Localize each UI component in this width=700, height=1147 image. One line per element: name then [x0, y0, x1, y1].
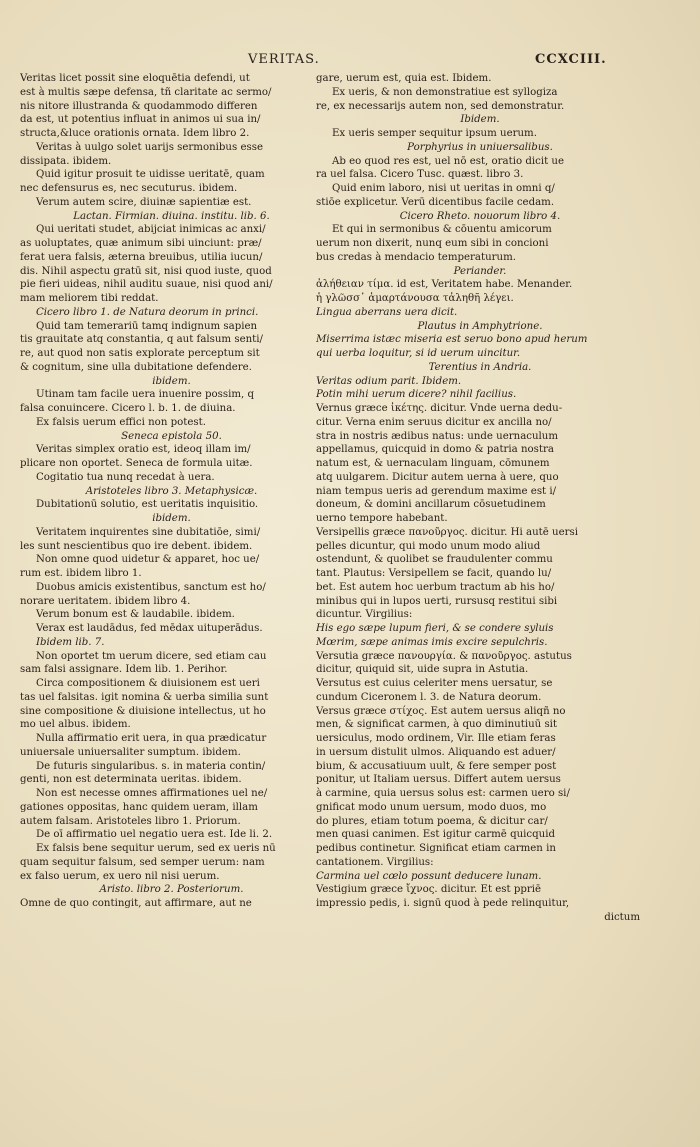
text-line: Verum autem scire, diuinæ sapientiæ est.: [36, 196, 252, 208]
text-line: ostendunt, & quolibet se fraudulenter commu: [316, 554, 553, 566]
text-line: Et qui in sermonibus & cōuentu amicorum: [332, 224, 552, 236]
text-line: stra in nostris ædibus natus: unde uernaculum: [316, 430, 559, 442]
text-line: Veritas licet possit sine eloquētia defendi, ut: [20, 73, 250, 84]
text-line: sam falsi assignare. Idem lib. 1. Perihor.: [20, 664, 228, 676]
text-line: nec defensurus es, nec secuturus. ibidem.: [20, 183, 238, 194]
text-line: Veritas à uulgo solet uarijs sermonibus esse: [36, 141, 263, 153]
text-line: do plures, etiam totum poema, & dicitur car/: [316, 815, 548, 827]
text-line: Non omne quod uidetur & apparet, hoc ue/: [36, 554, 260, 566]
text-line: Vestigium græce ἴχνος. dicitur. Et est ppriē: [316, 884, 542, 896]
text-line: Nulla affirmatio erit uera, in qua prædicatur: [36, 733, 267, 744]
text-line: re, aut quod non satis explorate perceptum sit: [20, 348, 260, 359]
text-line: Non oportet tm uerum dicere, sed etiam cau: [36, 650, 267, 662]
text-line: appellamus, quicquid in domo & patria nostra: [316, 444, 554, 456]
text-line: structa,&luce orationis ornata. Idem libro 2.: [20, 128, 250, 139]
text-line: gnificat modo unum uersum, modo duos, mo: [316, 801, 547, 813]
text-line: mam meliorem tibi reddat.: [20, 293, 159, 304]
text-line: pelles dicuntur, qui modo unum modo aliud: [316, 540, 541, 552]
text-line: Ex ueris semper sequitur ipsum uerum.: [332, 128, 537, 139]
text-line: stiōe explicetur. Verū dicentibus facile cedam.: [316, 196, 555, 208]
text-line: ex falso uerum, ex uero nil nisi uerum.: [20, 870, 220, 882]
text-line: dicuntur. Virgilius:: [316, 609, 413, 621]
text-line: atq uulgarem. Dicitur autem uerna à uere, quo: [316, 471, 559, 483]
text-line: dis. Nihil aspectu gratū sit, nisi quod iuste, quod: [20, 265, 272, 277]
text-line: Cogitatio tua nunq recedat à uera.: [36, 471, 215, 483]
text-line: quam sequitur falsum, sed semper uerum: nam: [20, 856, 265, 868]
text-line: les sunt nescientibus quo ire debent. ibidem.: [20, 540, 253, 552]
text-line: Cicero libro 1. de Natura deorum in princi.: [36, 306, 259, 318]
text-line: Cicero Rheto. nouorum libro 4.: [399, 210, 561, 222]
text-line: uersiculus, modo ordinem, Vir. Ille etiam feras: [316, 733, 556, 744]
text-line: Plautus in Amphytrione.: [417, 320, 543, 332]
text-line: Versutia græce πανουργία. & πανοῦργος. astutus: [316, 650, 572, 662]
text-line: ibidem.: [152, 375, 191, 387]
text-line: ἡ γλῶσσ᾽ ἁμαρτάνουσα τἀληθῆ λέγει.: [316, 293, 514, 304]
text-line: Seneca epistola 50.: [121, 430, 222, 442]
text-line: ibidem.: [152, 513, 191, 524]
text-line: bium, & accusatiuum uult, & fere semper post: [316, 760, 557, 772]
text-line: men, & significat carmen, à quo diminutiuū sit: [316, 719, 558, 731]
text-line: Potin mihi uerum dicere? nihil facilius.: [316, 389, 517, 401]
text-line: gationes oppositas, hanc quidem ueram, illam: [20, 801, 258, 813]
running-title: VERITAS.: [248, 52, 320, 67]
text-line: as uoluptates, quæ animum sibi uinciunt: præ/: [20, 238, 262, 249]
text-line: Versutus est cuius celeriter mens uersatur, se: [316, 678, 553, 689]
text-line: Quid tam temerariū tamq indignum sapien: [36, 320, 258, 332]
text-line: Mœrim, sæpe animas imis excire sepulchris.: [316, 636, 548, 648]
text-line: mo uel albus. ibidem.: [20, 719, 131, 731]
text-line: in uersum distulit ulmos. Aliquando est aduer/: [316, 746, 556, 758]
text-line: Lactan. Firmian. diuina. institu. lib. 6.: [73, 210, 270, 222]
text-line: Porphyrius in uniuersalibus.: [407, 141, 553, 153]
text-line: citur. Verna enim seruus dicitur ex ancilla no/: [316, 416, 552, 428]
text-line: impressio pedis, i. signū quod à pede relinquitur,: [316, 898, 570, 909]
text-line: nis nitore illustranda & quodammodo differen: [20, 100, 258, 112]
text-line: da est, ut potentius influat in animos ui sua in/: [20, 114, 261, 126]
text-line: & cognitum, sine ulla dubitatione defendere.: [20, 361, 252, 373]
text-line: Lingua aberrans uera dicit.: [316, 306, 458, 318]
text-line: rum est. ibidem libro 1.: [20, 568, 142, 579]
text-line: His ego sæpe lupum fieri, & se condere syluis: [316, 623, 554, 634]
text-line: minibus qui in lupos uerti, rursusq restitui sibi: [316, 595, 558, 607]
text-line: Utinam tam facile uera inuenire possim, q: [36, 389, 255, 401]
text-line: Verax est laudādus, fed mēdax uituperādus.: [36, 623, 263, 634]
text-line: plicare non oportet. Seneca de formula uitæ.: [20, 458, 253, 469]
text-line: Versus græce στίχος. Est autem uersus aliqñ no: [316, 705, 566, 717]
text-line: qui uerba loquitur, si id uerum uincitur.: [316, 348, 521, 359]
text-line: genti, non est determinata ueritas. ibidem.: [20, 774, 242, 786]
folio-number: CCXCIII.: [535, 52, 607, 67]
text-line: Ex falsis uerum effici non potest.: [36, 416, 206, 428]
text-line: dissipata. ibidem.: [20, 155, 112, 167]
text-line: Periander.: [453, 265, 507, 277]
text-line: uniuersale uniuersaliter sumptum. ibidem.: [20, 746, 241, 758]
text-line: falsa conuincere. Cicero l. b. 1. de diuina.: [20, 403, 236, 414]
text-line: pie fieri uideas, nihil auditu suaue, nisi quod ani/: [20, 279, 273, 291]
text-line: Ab eo quod res est, uel nō est, oratio dicit ue: [332, 155, 564, 167]
text-line: sine compositione & diuisione intellectus, ut ho: [20, 705, 266, 717]
text-line: tant. Plautus: Versipellem se facit, quando lu/: [316, 568, 552, 579]
text-line: Carmina uel cœlo possunt deducere lunam.: [316, 870, 542, 882]
text-line: bet. Est autem hoc uerbum tractum ab his ho/: [316, 581, 555, 593]
text-line: De futuris singularibus. s. in materia contin/: [36, 760, 266, 772]
text-line: Miserrima istæc miseria est seruo bono apud herum: [316, 334, 588, 346]
text-line: Verum bonum est & laudabile. ibidem.: [36, 609, 235, 621]
text-line: ra uel falsa. Cicero Tusc. quæst. libro 3.: [316, 169, 524, 181]
text-line: Qui ueritati studet, abijciat inimicas ac anxi/: [36, 224, 266, 236]
text-line: tas uel falsitas. igit nomina & uerba similia sunt: [20, 691, 269, 703]
text-line: Ibidem.: [460, 114, 500, 126]
left-column: [20, 72, 323, 911]
text-line: norare ueritatem. ibidem libro 4.: [20, 595, 191, 607]
text-line: Veritas simplex oratio est, ideoq illam im/: [36, 444, 251, 456]
text-line: Versipellis græce πανοῦργος. dicitur. Hi autē uersi: [316, 526, 578, 538]
text-line: cundum Ciceronem l. 3. de Natura deorum.: [316, 691, 542, 703]
text-line: Aristo. libro 2. Posteriorum.: [99, 884, 244, 896]
text-line: Quid igitur prosuit te uidisse ueritatē, quam: [36, 169, 265, 181]
text-line: De oī affirmatio uel negatio uera est. Ide li. 2.: [36, 829, 273, 841]
text-line: Omne de quo contingit, aut affirmare, aut ne: [20, 898, 252, 909]
text-line: niam tempus ueris ad gerendum maxime est i/: [316, 485, 557, 497]
text-line: Ex falsis bene sequitur uerum, sed ex ueris nū: [36, 843, 276, 854]
text-line: ponitur, ut Italiam uersus. Differt autem uersus: [316, 774, 561, 786]
text-line: ἀλήθειαν τίμα. id est, Veritatem habe. Menander.: [316, 279, 573, 291]
text-line: dictum: [604, 911, 640, 923]
text-line: Non est necesse omnes affirmationes uel ne/: [36, 788, 268, 799]
text-line: men quasi canimen. Est igitur carmē quicquid: [316, 829, 555, 841]
text-line: pedibus continetur. Significat etiam carmen in: [316, 843, 556, 854]
text-line: uerum non dixerit, nunq eum sibi in concioni: [316, 238, 549, 249]
text-line: ferat uera falsis, æterna breuibus, utilia iucun/: [20, 251, 263, 263]
text-line: est à multis sæpe defensa, tñ claritate ac sermo/: [20, 86, 272, 98]
text-line: autem falsam. Aristoteles libro 1. Priorum.: [20, 815, 241, 827]
text-line: dicitur, quiquid sit, uide supra in Astutia.: [316, 664, 529, 676]
text-line: Dubitationū solutio, est ueritatis inquisitio.: [36, 499, 259, 511]
text-line: Duobus amicis existentibus, sanctum est ho/: [36, 581, 266, 593]
text-line: Veritatem inquirentes sine dubitatiōe, simi/: [36, 526, 261, 538]
text-line: gare, uerum est, quia est. Ibidem.: [316, 73, 492, 84]
text-line: Aristoteles libro 3. Metaphysicæ.: [85, 485, 258, 497]
text-line: natum est, & uernaculam linguam, cōmunem: [316, 458, 550, 469]
text-line: à carmine, quia uersus solus est: carmen uero si/: [316, 788, 570, 799]
right-column: [316, 72, 644, 925]
text-line: Ex ueris, & non demonstratiue est syllogiza: [332, 86, 558, 98]
text-line: Ibidem lib. 7.: [36, 636, 105, 648]
text-line: tis grauitate atq constantia, q aut falsum senti/: [20, 334, 263, 346]
text-line: Terentius in Andria.: [428, 361, 532, 373]
text-line: re, ex necessarijs autem non, sed demonstratur.: [316, 100, 565, 112]
text-line: Veritas odium parit. Ibidem.: [316, 375, 462, 387]
text-line: bus credas à mendacio temperaturum.: [316, 251, 516, 263]
text-line: doneum, & domini ancillarum cōsuetudinem: [316, 499, 546, 511]
text-line: Circa compositionem & diuisionem est ueri: [36, 678, 260, 689]
text-line: uerno tempore habebant.: [316, 513, 448, 524]
text-line: Quid enim laboro, nisi ut ueritas in omni q/: [332, 183, 555, 194]
text-line: cantationem. Virgilius:: [316, 856, 434, 868]
text-line: Vernus græce ἰκέτης. dicitur. Vnde uerna dedu-: [316, 403, 563, 414]
